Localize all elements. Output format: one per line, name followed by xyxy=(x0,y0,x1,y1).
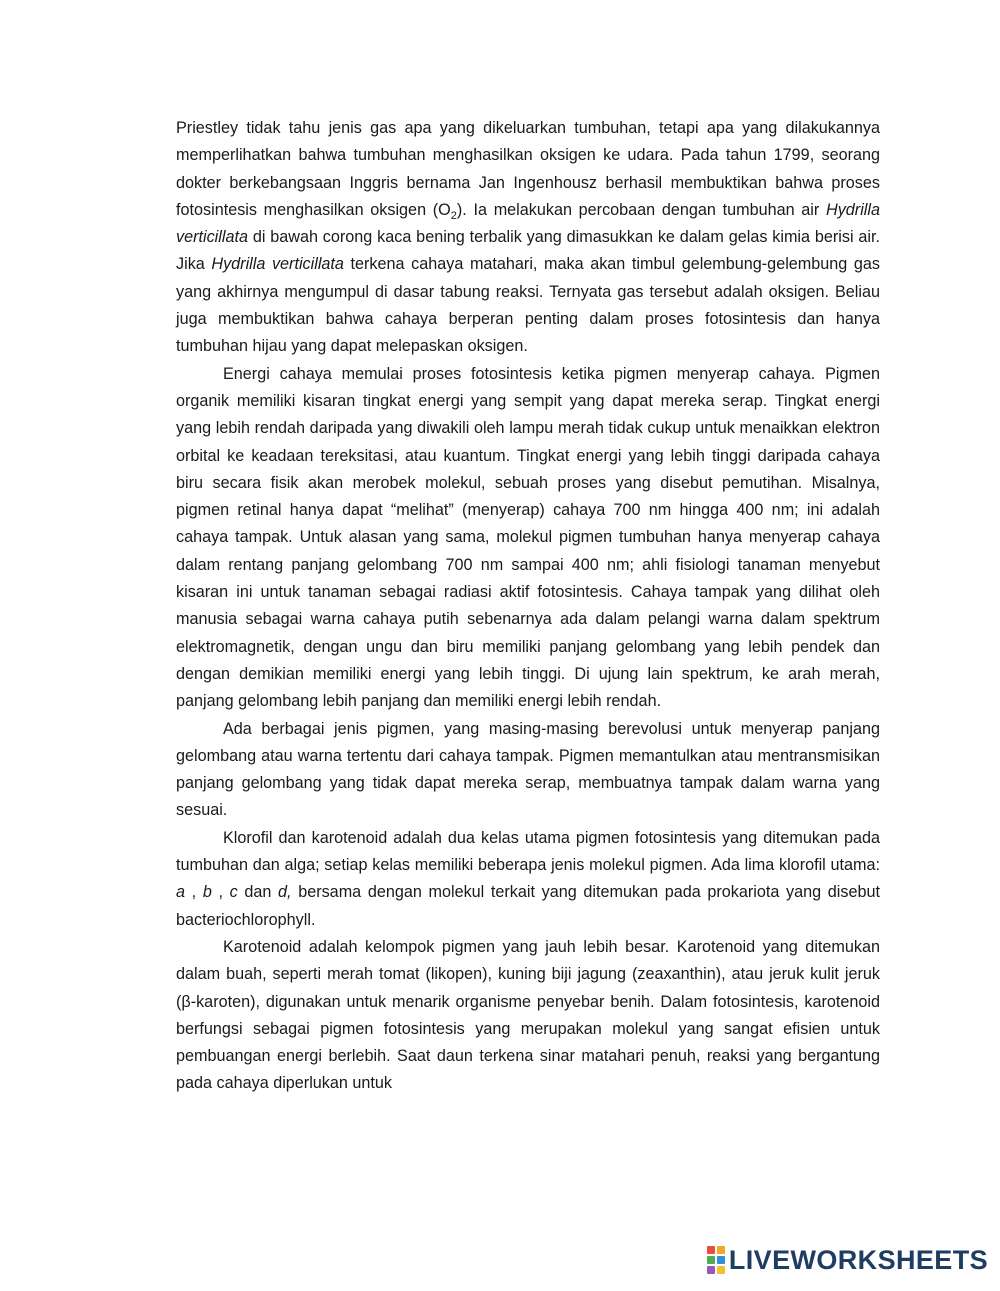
document-body xyxy=(176,115,880,1098)
paragraph-text: bersama dengan molekul terkait yang ditemukan pada prokariota yang disebut bacteriochlorophyll. xyxy=(176,883,880,929)
logo-mark-square xyxy=(707,1266,715,1274)
paragraph-text: Ada berbagai jenis pigmen, yang masing-masing berevolusi untuk menyerap panjang gelombang atau warna tertentu dari cahaya tampak. Pigmen memantulkan atau mentransmisikan panjang gelombang yang tidak dapat mereka serap, membuatnya tampak dalam warna yang sesuai. xyxy=(176,719,880,820)
logo-mark-square xyxy=(707,1246,715,1254)
liveworksheets-logo xyxy=(707,1243,988,1277)
logo-mark-square xyxy=(707,1256,715,1264)
logo-mark-square xyxy=(717,1266,725,1274)
paragraph xyxy=(176,825,880,934)
paragraph-text: , xyxy=(185,883,203,902)
paragraph xyxy=(176,361,880,716)
logo-mark-square xyxy=(717,1256,725,1264)
italic-text: a xyxy=(176,883,186,902)
italic-text: d, xyxy=(278,883,292,902)
paragraph xyxy=(176,934,880,1098)
italic-text: Hydrilla verticillata xyxy=(211,255,344,274)
italic-text: b xyxy=(202,883,212,902)
paragraph-text: Priestley tidak tahu jenis gas apa yang dikeluarkan tumbuhan, tetapi apa yang dilakukannya memperlihatkan bahwa tumbuhan menghasilkan oksigen ke udara. Pada tahun 1799, seorang dokter berkebangsaan Inggris bernama Jan Ingenhousz berhasil membuktikan bahwa proses fotosintesis menghasilkan oksigen (O xyxy=(176,119,880,219)
paragraph-text: ). Ia melakukan percobaan dengan tumbuhan air xyxy=(456,200,827,219)
logo-mark-square xyxy=(717,1246,725,1254)
paragraph xyxy=(176,115,880,361)
subscript-text: 2 xyxy=(450,210,457,223)
paragraph-text: dan xyxy=(237,883,279,902)
paragraph-text: Klorofil dan karotenoid adalah dua kelas utama pigmen fotosintesis yang ditemukan pada tumbuhan dan alga; setiap kelas memiliki beberapa jenis molekul pigmen. Ada lima klorofil utama: xyxy=(176,828,880,875)
italic-text: c xyxy=(229,883,238,902)
paragraph-text: Karotenoid adalah kelompok pigmen yang jauh lebih besar. Karotenoid yang ditemukan dalam buah, seperti merah tomat (likopen), kuning biji jagung (zeaxanthin), atau jeruk kulit jeruk (β-karoten), digunakan untuk menarik organisme penyebar benih. Dalam fotosintesis, karotenoid berfungsi sebagai pigmen fotosintesis yang merupakan molekul yang sangat efisien untuk pembuangan energi berlebih. Saat daun terkena sinar matahari penuh, reaksi yang bergantung pada cahaya diperlukan untuk xyxy=(176,937,880,1093)
paragraph-text: di bawah corong kaca bening terbalik yang dimasukkan ke dalam gelas kimia berisi air. Jika xyxy=(176,228,880,274)
paragraph-text: terkena cahaya matahari, maka akan timbul gelembung-gelembung gas yang akhirnya mengumpul di dasar tabung reaksi. Ternyata gas tersebut adalah oksigen. Beliau juga membuktikan bahwa cahaya berperan penting dalam proses fotosintesis dan hanya tumbuhan hijau yang dapat melepaskan oksigen. xyxy=(176,255,880,356)
paragraph-text: , xyxy=(211,883,230,902)
paragraph xyxy=(176,716,880,825)
paragraph-text: Energi cahaya memulai proses fotosintesis ketika pigmen menyerap cahaya. Pigmen organik memiliki kisaran tingkat energi yang sempit yang dapat mereka serap. Tingkat energi yang lebih rendah daripada yang diwakili oleh lampu merah tidak cukup untuk menaikkan elektron orbital ke keadaan tereksitasi, atau kuantum. Tingkat energi yang lebih tinggi daripada cahaya biru secara fisik akan merobek molekul, sebuah proses yang disebut pemutihan. Misalnya, pigmen retinal hanya dapat “melihat” (menyerap) cahaya 700 nm hingga 400 nm; ini adalah cahaya tampak. Untuk alasan yang sama, molekul pigmen tumbuhan hanya menyerap cahaya dalam rentang panjang gelombang 700 nm sampai 400 nm; ahli fisiologi tanaman menyebut kisaran ini untuk tanaman sebagai radiasi aktif fotosintesis. Cahaya tampak yang dilihat oleh manusia sebagai warna cahaya putih sebenarnya ada dalam pelangi warna dalam spektrum elektromagnetik, dengan ungu dan biru memiliki panjang gelombang yang lebih pendek dan dengan demikian memiliki energi yang lebih tinggi. Di ujung lain spektrum, ke arah merah, panjang gelombang lebih panjang dan memiliki energi lebih rendah. xyxy=(176,364,880,711)
italic-text: Hydrilla verticillata xyxy=(176,200,880,247)
logo-text: LIVEWORKSHEETS xyxy=(728,1244,988,1275)
logo-mark-icon xyxy=(707,1246,725,1274)
